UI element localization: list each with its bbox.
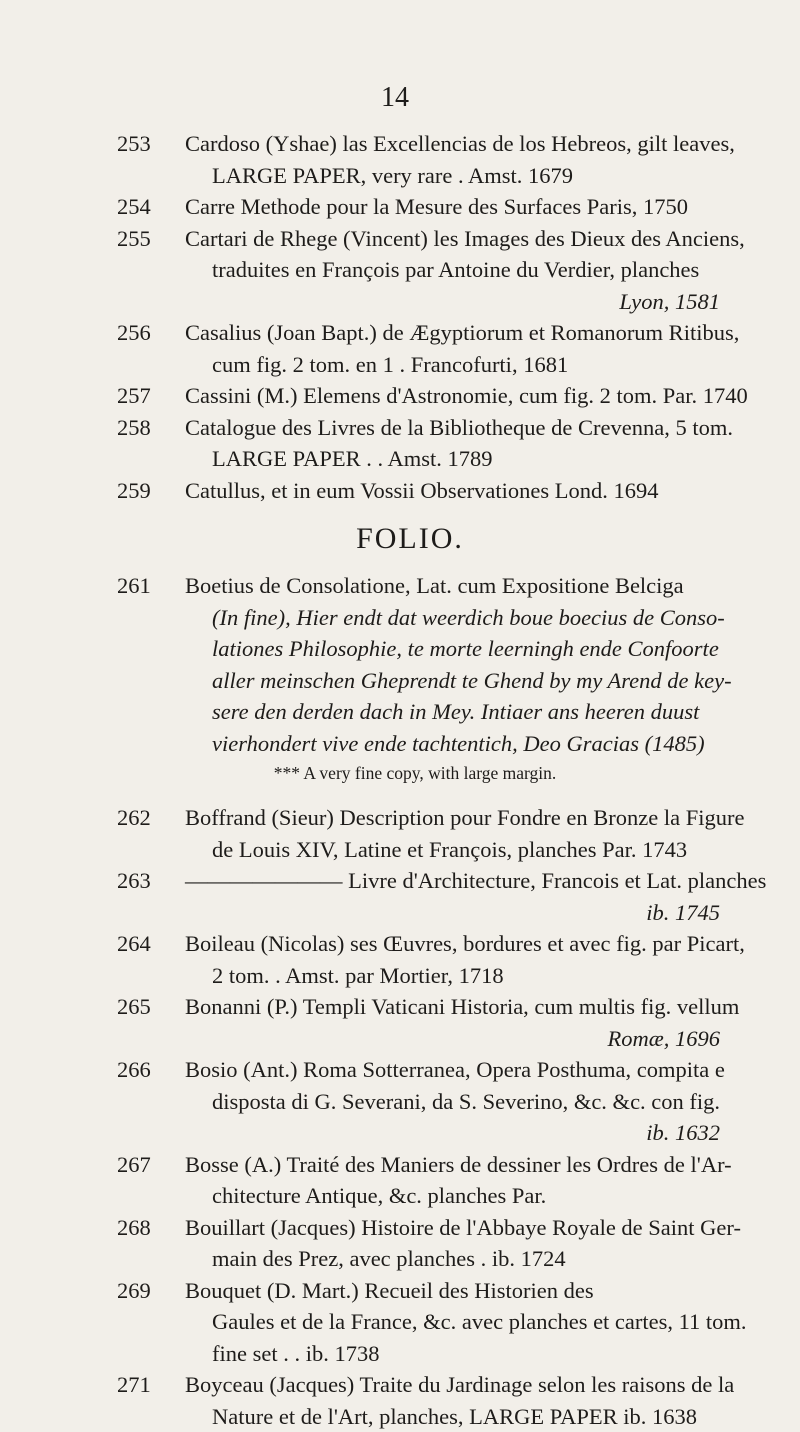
page-number: 14 bbox=[0, 82, 790, 114]
entry-271 bbox=[0, 1369, 800, 1432]
entry-253 bbox=[0, 128, 800, 191]
entry-262 bbox=[0, 802, 800, 865]
entry-line: LARGE PAPER, very rare . Amst. 1679 bbox=[185, 160, 720, 192]
entry-line: fine set . . ib. 1738 bbox=[185, 1338, 720, 1370]
entry-number: 261 bbox=[117, 570, 151, 602]
entry-line: Boileau (Nicolas) ses Œuvres, bordures et avec fig. par Picart, bbox=[185, 928, 720, 960]
entry-number: 268 bbox=[117, 1212, 151, 1244]
entry-number: 266 bbox=[117, 1054, 151, 1086]
entry-line: Cassini (M.) Elemens d'Astronomie, cum fig. 2 tom. Par. 1740 bbox=[185, 380, 720, 412]
entry-line: Gaules et de la France, &c. avec planches et cartes, 11 tom. bbox=[185, 1306, 720, 1338]
entry-number: 267 bbox=[117, 1149, 151, 1181]
entry-number: 269 bbox=[117, 1275, 151, 1307]
entry-line: Catalogue des Livres de la Bibliotheque de Crevenna, 5 tom. bbox=[185, 412, 720, 444]
entry-line: LARGE PAPER . . Amst. 1789 bbox=[185, 443, 720, 475]
entry-line: Catullus, et in eum Vossii Observationes Lond. 1694 bbox=[185, 475, 720, 507]
entry-line: (In fine), Hier endt dat weerdich boue boecius de Conso- bbox=[185, 602, 720, 634]
entry-number: 257 bbox=[117, 380, 151, 412]
entry-255 bbox=[0, 223, 800, 318]
entry-265 bbox=[0, 991, 800, 1054]
entry-line: Nature et de l'Art, planches, LARGE PAPER ib. 1638 bbox=[185, 1401, 720, 1432]
entry-line: Bouquet (D. Mart.) Recueil des Historien des bbox=[185, 1275, 720, 1307]
entry-line: Boyceau (Jacques) Traite du Jardinage selon les raisons de la bbox=[185, 1369, 720, 1401]
entry-254 bbox=[0, 191, 800, 223]
entry-number: 262 bbox=[117, 802, 151, 834]
entry-263 bbox=[0, 865, 800, 928]
entry-line: Boetius de Consolatione, Lat. cum Expositione Belciga bbox=[185, 570, 720, 602]
entry-number: 259 bbox=[117, 475, 151, 507]
entry-line: Bonanni (P.) Templi Vaticani Historia, cum multis fig. vellum bbox=[185, 991, 720, 1023]
entry-258 bbox=[0, 412, 800, 475]
entry-257 bbox=[0, 380, 800, 412]
entry-line: cum fig. 2 tom. en 1 . Francofurti, 1681 bbox=[185, 349, 720, 381]
entry-line: sere den derden dach in Mey. Intiaer ans heeren duust bbox=[185, 696, 720, 728]
entry-line: Bouillart (Jacques) Histoire de l'Abbaye Royale de Saint Ger- bbox=[185, 1212, 720, 1244]
entry-number: 265 bbox=[117, 991, 151, 1023]
entry-259 bbox=[0, 475, 800, 507]
entry-number: 253 bbox=[117, 128, 151, 160]
entry-line: Romæ, 1696 bbox=[185, 1023, 720, 1055]
entry-number: 271 bbox=[117, 1369, 151, 1401]
entry-line: disposta di G. Severani, da S. Severino, &c. &c. con fig. bbox=[185, 1086, 720, 1118]
entry-line: Bosse (A.) Traité des Maniers de dessiner les Ordres de l'Ar- bbox=[185, 1149, 720, 1181]
entry-line: Carre Methode pour la Mesure des Surfaces Paris, 1750 bbox=[185, 191, 720, 223]
entry-line: ib. 1632 bbox=[185, 1117, 720, 1149]
entry-line: 2 tom. . Amst. par Mortier, 1718 bbox=[185, 960, 720, 992]
entry-line: vierhondert vive ende tachtentich, Deo Gracias (1485) bbox=[185, 728, 720, 760]
entry-256 bbox=[0, 317, 800, 380]
entry-line: Lyon, 1581 bbox=[185, 286, 720, 318]
entry-266 bbox=[0, 1054, 800, 1149]
entry-line: de Louis XIV, Latine et François, planches Par. 1743 bbox=[185, 834, 720, 866]
entry-267 bbox=[0, 1149, 800, 1212]
entry-line: ib. 1745 bbox=[185, 897, 720, 929]
entry-number: 255 bbox=[117, 223, 151, 255]
entry-line: Cartari de Rhege (Vincent) les Images des Dieux des Anciens, bbox=[185, 223, 720, 255]
entry-number: 254 bbox=[117, 191, 151, 223]
entry-line: chitecture Antique, &c. planches Par. bbox=[185, 1180, 720, 1212]
entry-line: Boffrand (Sieur) Description pour Fondre en Bronze la Figure bbox=[185, 802, 720, 834]
entry-line: lationes Philosophie, te morte leerningh ende Confoorte bbox=[185, 633, 720, 665]
entry-line: Casalius (Joan Bapt.) de Ægyptiorum et Romanorum Ritibus, bbox=[185, 317, 720, 349]
entries-list bbox=[0, 128, 800, 1432]
entry-number: 264 bbox=[117, 928, 151, 960]
entry-264 bbox=[0, 928, 800, 991]
entry-number: 256 bbox=[117, 317, 151, 349]
entry-number: 263 bbox=[117, 865, 151, 897]
entry-line: main des Prez, avec planches . ib. 1724 bbox=[185, 1243, 720, 1275]
entry-line: ——————— Livre d'Architecture, Francois et Lat. planches bbox=[185, 865, 720, 897]
entry-269 bbox=[0, 1275, 800, 1370]
entry-268 bbox=[0, 1212, 800, 1275]
entry-line: Cardoso (Yshae) las Excellencias de los Hebreos, gilt leaves, bbox=[185, 128, 720, 160]
entry-note: *** A very fine copy, with large margin. bbox=[0, 763, 800, 784]
entry-number: 258 bbox=[117, 412, 151, 444]
entry-line: traduites en François par Antoine du Verdier, planches bbox=[185, 254, 720, 286]
entry-line: aller meinschen Gheprendt te Ghend by my Arend de key- bbox=[185, 665, 720, 697]
entry-line: Bosio (Ant.) Roma Sotterranea, Opera Posthuma, compita e bbox=[185, 1054, 720, 1086]
section-heading: FOLIO. bbox=[0, 522, 800, 556]
entry-261 bbox=[0, 570, 800, 759]
